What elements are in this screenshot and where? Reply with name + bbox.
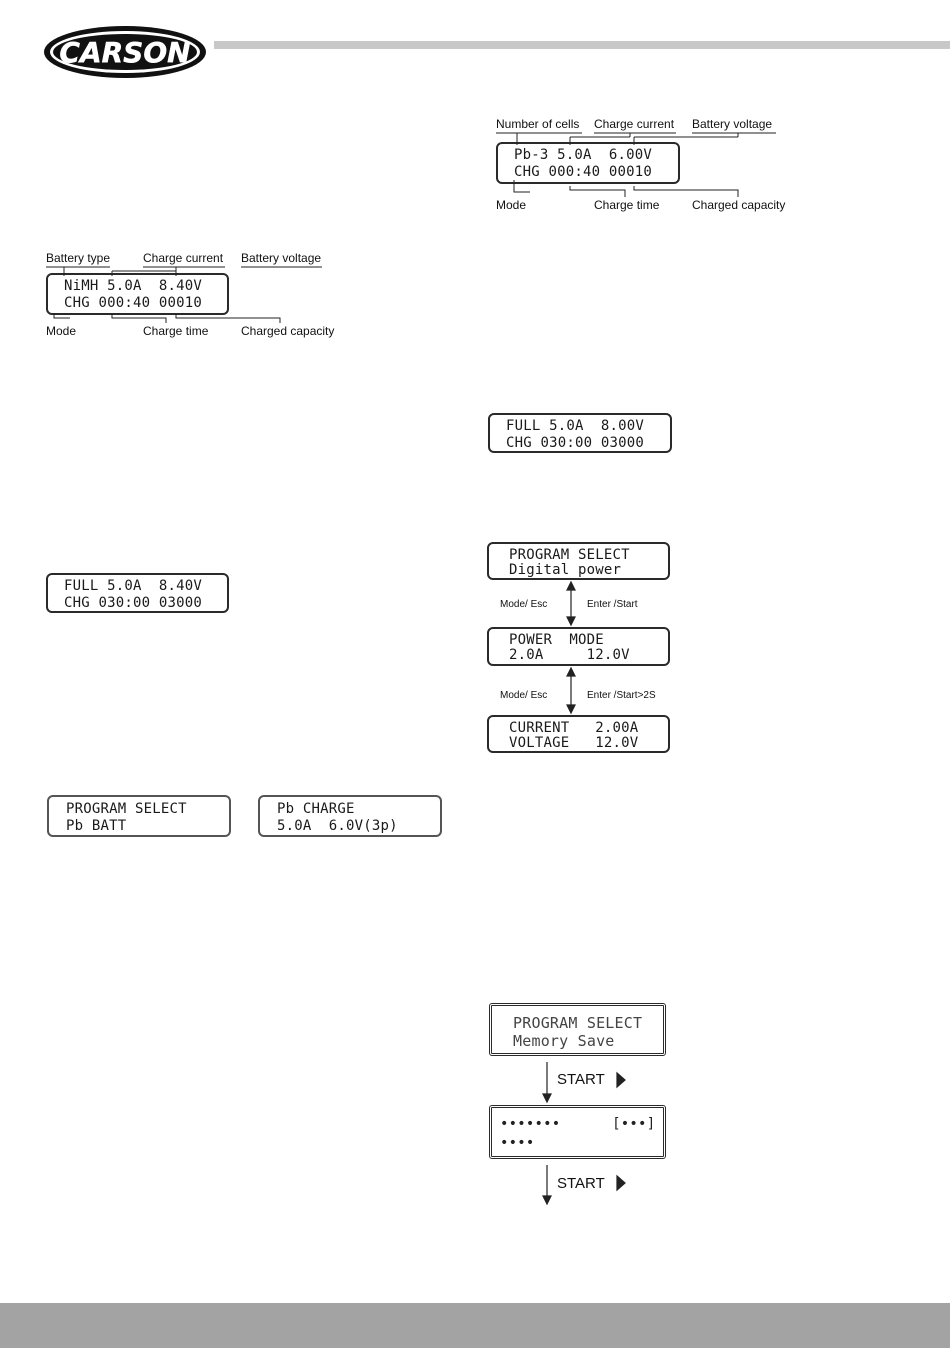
- label-charge-time: Charge time: [594, 198, 660, 212]
- lcd-line-1: CURRENT 2.00A: [509, 720, 639, 736]
- lcd-line-1: FULL 5.0A 8.00V: [506, 418, 645, 434]
- lcd-line-2: CHG 000:40 00010: [514, 164, 653, 180]
- label-enter-start: Enter /Start: [587, 599, 638, 610]
- lcd-line-1: PROGRAM SELECT: [66, 801, 187, 817]
- lcd-line-1: PROGRAM SELECT: [509, 547, 630, 563]
- lcd-line-2: 2.0A 12.0V: [509, 647, 630, 663]
- lcd-line-1: POWER MODE: [509, 632, 604, 648]
- lcd-line-1: ••••••• [•••]: [500, 1116, 656, 1132]
- lcd-line-1: NiMH 5.0A 8.40V: [64, 278, 203, 294]
- label-charge-time: Charge time: [143, 324, 209, 338]
- label-charge-current: Charge current: [143, 251, 224, 265]
- label-number-of-cells: Number of cells: [496, 117, 580, 131]
- label-charged-capacity: Charged capacity: [241, 324, 335, 338]
- label-charged-capacity: Charged capacity: [692, 198, 786, 212]
- lcd-line-1: PROGRAM SELECT: [513, 1014, 643, 1032]
- lcd-line-2: CHG 030:00 03000: [506, 435, 645, 451]
- label-battery-type: Battery type: [46, 251, 111, 265]
- lcd-line-2: CHG 000:40 00010: [64, 295, 203, 311]
- label-charge-current: Charge current: [594, 117, 675, 131]
- start-label: START: [557, 1175, 605, 1192]
- lcd-line-1: Pb CHARGE: [277, 801, 355, 817]
- lcd-line-2: VOLTAGE 12.0V: [509, 735, 639, 751]
- footer-bar: [0, 1303, 950, 1348]
- label-mode-esc: Mode/ Esc: [500, 599, 548, 610]
- lcd-line-2: ••••: [500, 1135, 535, 1151]
- lcd-line-2: Digital power: [509, 562, 622, 578]
- start-label: START: [557, 1071, 605, 1088]
- play-icon: [617, 1176, 625, 1190]
- label-mode: Mode: [46, 324, 77, 338]
- label-battery-voltage: Battery voltage: [241, 251, 322, 265]
- lcd-line-2: 5.0A 6.0V(3p): [277, 818, 398, 834]
- label-mode: Mode: [496, 198, 527, 212]
- label-mode-esc: Mode/ Esc: [500, 690, 548, 701]
- lcd-line-2: Pb BATT: [66, 818, 127, 834]
- arrow-down-icon: [543, 1094, 551, 1102]
- label-battery-voltage: Battery voltage: [692, 117, 773, 131]
- play-icon: [617, 1073, 625, 1087]
- lcd-line-1: FULL 5.0A 8.40V: [64, 578, 203, 594]
- label-enter-start-2s: Enter /Start>2S: [587, 690, 656, 701]
- lcd-line-2: Memory Save: [513, 1032, 615, 1050]
- lcd-line-1: Pb-3 5.0A 6.00V: [514, 147, 653, 163]
- arrow-down-icon: [543, 1196, 551, 1204]
- svg-text:CARSON: CARSON: [59, 36, 191, 69]
- lcd-line-2: CHG 030:00 03000: [64, 595, 203, 611]
